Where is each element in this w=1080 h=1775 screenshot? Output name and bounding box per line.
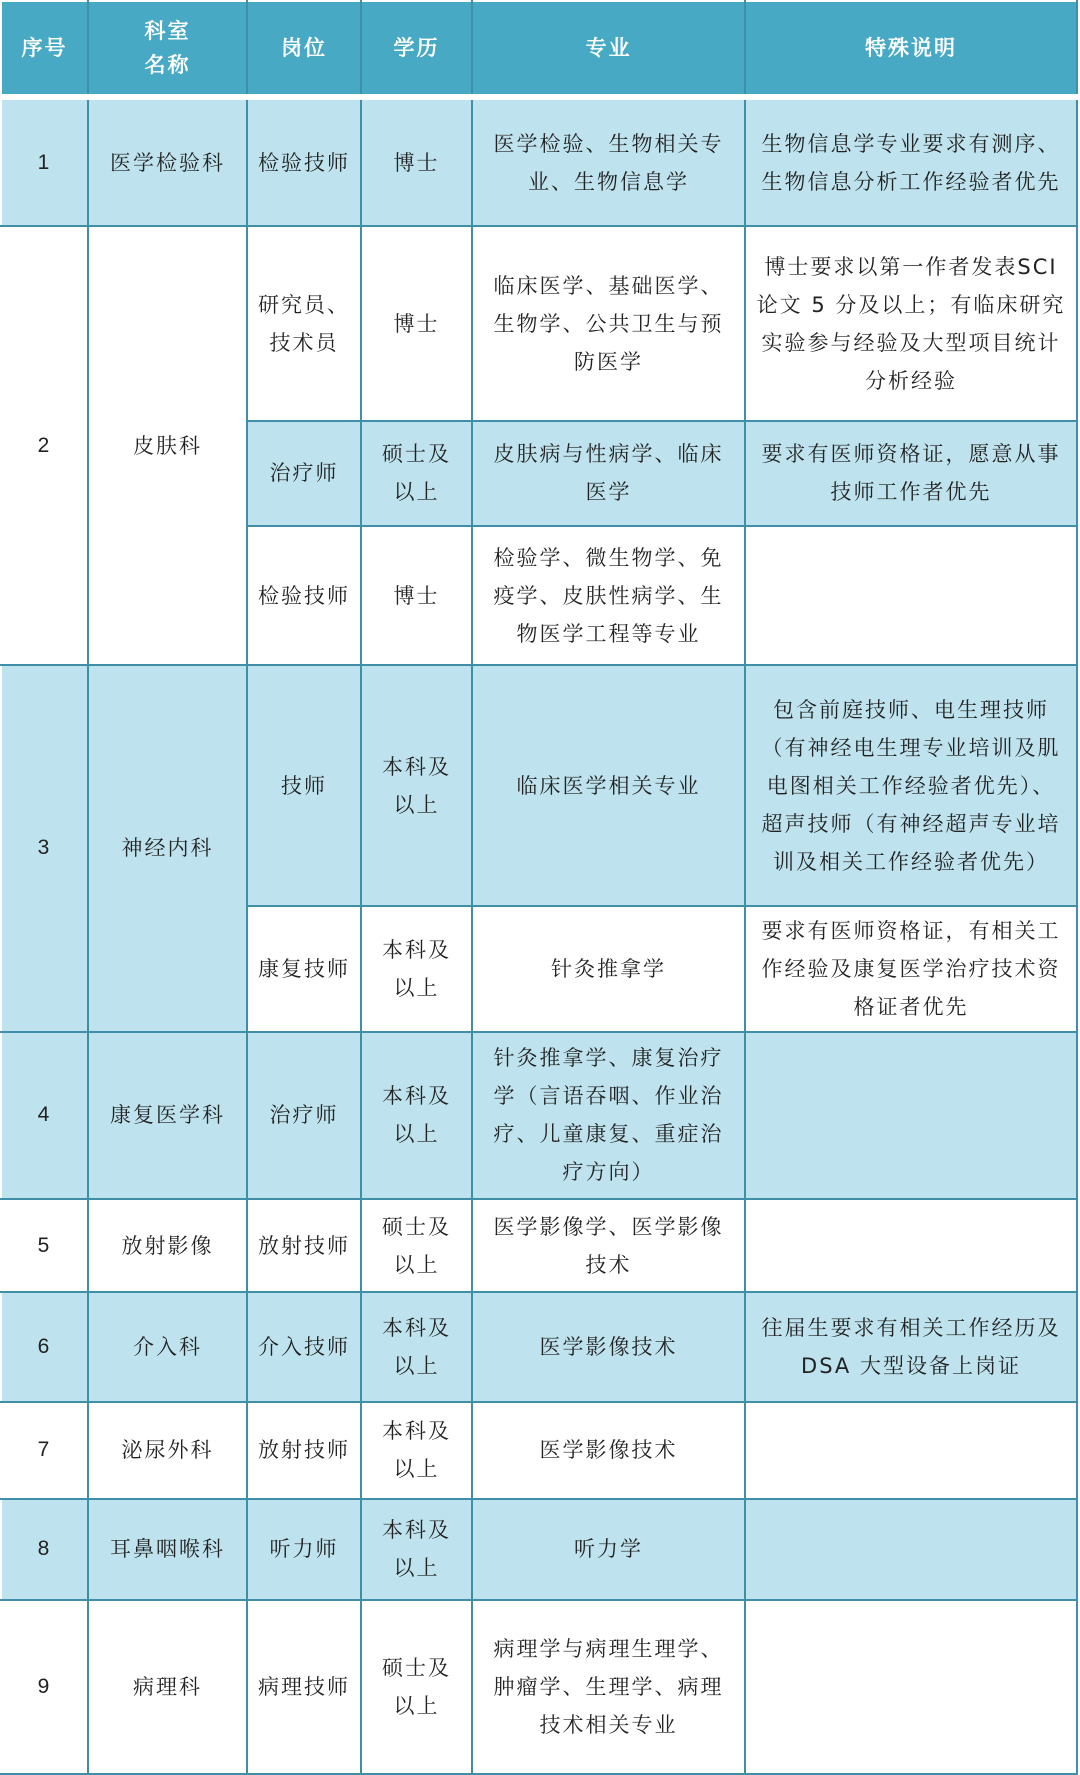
post-cell: 听力师 — [247, 1499, 361, 1600]
edu-cell: 硕士及以上 — [361, 1600, 472, 1774]
seq-cell: 8 — [1, 1499, 88, 1600]
edu-cell: 本科及以上 — [361, 1402, 472, 1499]
seq-cell: 3 — [1, 665, 88, 1031]
note-cell — [745, 526, 1077, 666]
table-row — [1, 97, 1077, 226]
major-cell: 医学影像技术 — [472, 1402, 745, 1499]
table-row — [1, 1499, 1077, 1600]
dept-cell: 介入科 — [88, 1292, 247, 1401]
edu-cell: 硕士及以上 — [361, 421, 472, 526]
dept-cell: 放射影像 — [88, 1199, 247, 1292]
edu-cell: 本科及以上 — [361, 665, 472, 906]
major-cell: 针灸推拿学、康复治疗学（言语吞咽、作业治疗、儿童康复、重症治疗方向） — [472, 1032, 745, 1200]
major-cell: 听力学 — [472, 1499, 745, 1600]
post-cell: 介入技师 — [247, 1292, 361, 1401]
note-cell: 要求有医师资格证，愿意从事技师工作者优先 — [745, 421, 1077, 526]
dept-cell: 康复医学科 — [88, 1032, 247, 1200]
edu-cell: 博士 — [361, 97, 472, 226]
major-cell: 病理学与病理生理学、肿瘤学、生理学、病理技术相关专业 — [472, 1600, 745, 1774]
note-cell — [745, 1032, 1077, 1200]
post-cell: 治疗师 — [247, 421, 361, 526]
header-major: 专业 — [472, 1, 745, 97]
dept-cell: 皮肤科 — [88, 226, 247, 665]
major-cell: 检验学、微生物学、免疫学、皮肤性病学、生物医学工程等专业 — [472, 526, 745, 666]
major-cell: 医学检验、生物相关专业、生物信息学 — [472, 97, 745, 226]
table-row — [1, 1199, 1077, 1292]
major-cell: 针灸推拿学 — [472, 906, 745, 1031]
header-post: 岗位 — [247, 1, 361, 97]
post-cell: 检验技师 — [247, 97, 361, 226]
post-cell: 康复技师 — [247, 906, 361, 1031]
seq-cell: 4 — [1, 1032, 88, 1200]
post-cell: 检验技师 — [247, 526, 361, 666]
header-note: 特殊说明 — [745, 1, 1077, 97]
seq-cell: 9 — [1, 1600, 88, 1774]
edu-cell: 本科及以上 — [361, 1292, 472, 1401]
seq-cell: 1 — [1, 97, 88, 226]
post-cell: 放射技师 — [247, 1402, 361, 1499]
dept-cell: 神经内科 — [88, 665, 247, 1031]
dept-cell: 医学检验科 — [88, 97, 247, 226]
post-cell: 病理技师 — [247, 1600, 361, 1774]
edu-cell: 博士 — [361, 226, 472, 420]
major-cell: 临床医学相关专业 — [472, 665, 745, 906]
note-cell — [745, 1600, 1077, 1774]
table-row — [1, 1292, 1077, 1401]
seq-cell: 2 — [1, 226, 88, 665]
note-cell — [745, 1402, 1077, 1499]
seq-cell: 7 — [1, 1402, 88, 1499]
table-row — [1, 665, 1077, 906]
post-cell: 放射技师 — [247, 1199, 361, 1292]
edu-cell: 本科及以上 — [361, 1032, 472, 1200]
dept-cell: 泌尿外科 — [88, 1402, 247, 1499]
edu-cell: 本科及以上 — [361, 1499, 472, 1600]
edu-cell: 博士 — [361, 526, 472, 666]
note-cell: 生物信息学专业要求有测序、生物信息分析工作经验者优先 — [745, 97, 1077, 226]
major-cell: 医学影像技术 — [472, 1292, 745, 1401]
table-row — [1, 226, 1077, 420]
major-cell: 皮肤病与性病学、临床医学 — [472, 421, 745, 526]
edu-cell: 硕士及以上 — [361, 1199, 472, 1292]
note-cell: 往届生要求有相关工作经历及 DSA 大型设备上岗证 — [745, 1292, 1077, 1401]
header-edu: 学历 — [361, 1, 472, 97]
dept-cell: 病理科 — [88, 1600, 247, 1774]
edu-cell: 本科及以上 — [361, 906, 472, 1031]
header-dept — [88, 1, 247, 97]
post-cell: 研究员、技术员 — [247, 226, 361, 420]
note-cell: 要求有医师资格证，有相关工作经验及康复医学治疗技术资格证者优先 — [745, 906, 1077, 1031]
major-cell: 临床医学、基础医学、生物学、公共卫生与预防医学 — [472, 226, 745, 420]
note-cell — [745, 1199, 1077, 1292]
header-dept-label: 科室 名称 — [144, 19, 191, 77]
table-row — [1, 1402, 1077, 1499]
seq-cell: 5 — [1, 1199, 88, 1292]
table-row — [1, 1032, 1077, 1200]
table-header-row — [1, 1, 1077, 97]
post-cell: 治疗师 — [247, 1032, 361, 1200]
seq-cell: 6 — [1, 1292, 88, 1401]
note-cell: 包含前庭技师、电生理技师（有神经电生理专业培训及肌电图相关工作经验者优先）、超声技师（有神经超声专业培训及相关工作经验者优先） — [745, 665, 1077, 906]
note-cell — [745, 1499, 1077, 1600]
header-seq: 序号 — [1, 1, 88, 97]
post-cell: 技师 — [247, 665, 361, 906]
table-row — [1, 1600, 1077, 1774]
note-cell: 博士要求以第一作者发表SCI 论文 5 分及以上；有临床研究实验参与经验及大型项目统计分析经验 — [745, 226, 1077, 420]
dept-cell: 耳鼻咽喉科 — [88, 1499, 247, 1600]
major-cell: 医学影像学、医学影像技术 — [472, 1199, 745, 1292]
